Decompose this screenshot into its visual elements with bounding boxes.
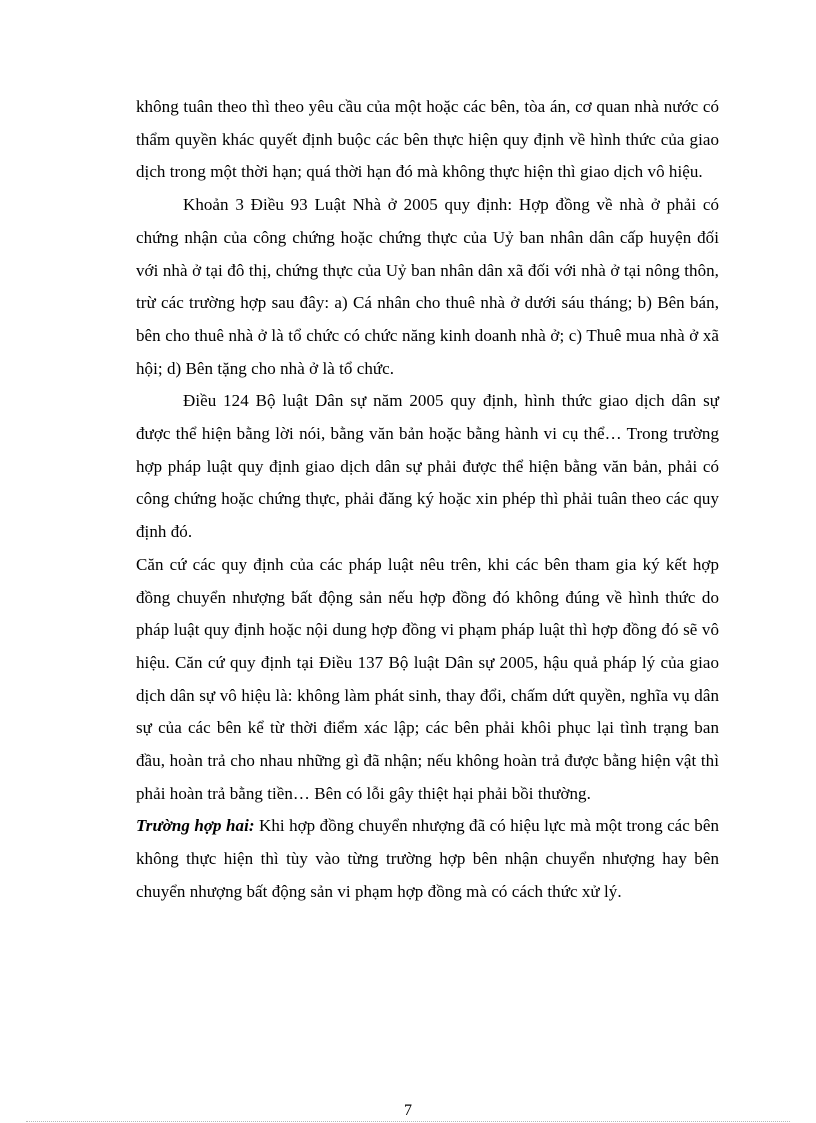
case-two-heading: Trường hợp hai: — [136, 816, 255, 836]
paragraph-legal-consequences — [136, 549, 719, 811]
page-number: 7 — [404, 1102, 412, 1119]
paragraph-text: Khi hợp đồng chuyển nhượng đã có hiệu lực mà một trong các bên không thực hiện thì tùy vào từng trường hợp bên nhận chuyển nhượng hay bên chuyển nhượng bất động sản vi phạm hợp đồng mà có cách thức xử lý. — [136, 816, 719, 901]
paragraph-civil-code-124 — [136, 385, 719, 549]
body-text — [136, 91, 719, 909]
paragraph-text: Khoản 3 Điều 93 Luật Nhà ở 2005 quy định: Hợp đồng về nhà ở phải có chứng nhận của công chứng hoặc chứng thực của Uỷ ban nhân dân cấp huyện đối với nhà ở tại đô thị, chứng thực của Uỷ ban nhân dân xã đối với nhà ở tại nông thôn, trừ các trường hợp sau đây: a) Cá nhân cho thuê nhà ở dưới sáu tháng; b) Bên bán, bên cho thuê nhà ở là tổ chức có chức năng kinh doanh nhà ở; c) Thuê mua nhà ở xã hội; d) Bên tặng cho nhà ở là tổ chức. — [136, 195, 719, 378]
paragraph-text: không tuân theo thì theo yêu cầu của một hoặc các bên, tòa án, cơ quan nhà nước có thẩm quyền khác quyết định buộc các bên thực hiện quy định về hình thức của giao dịch trong một thời hạn; quá thời hạn đó mà không thực hiện thì giao dịch vô hiệu. — [136, 97, 719, 182]
paragraph-case-two — [136, 810, 719, 908]
paragraph-text: Căn cứ các quy định của các pháp luật nêu trên, khi các bên tham gia ký kết hợp đồng chuyển nhượng bất động sản nếu hợp đồng đó không đúng về hình thức do pháp luật quy định hoặc nội dung hợp đồng vi phạm pháp luật thì hợp đồng đó sẽ vô hiệu. Căn cứ quy định tại Điều 137 Bộ luật Dân sự 2005, hậu quả pháp lý của giao dịch dân sự vô hiệu là: không làm phát sinh, thay đổi, chấm dứt quyền, nghĩa vụ dân sự của các bên kể từ thời điểm xác lập; các bên phải khôi phục lại tình trạng ban đầu, hoàn trả cho nhau những gì đã nhận; nếu không hoàn trả được bằng hiện vật thì phải hoàn trả bằng tiền… Bên có lỗi gây thiệt hại phải bồi thường. — [136, 554, 719, 803]
paragraph-form-requirement — [136, 91, 719, 189]
footer-divider — [26, 1121, 790, 1122]
paragraph-text: Điều 124 Bộ luật Dân sự năm 2005 quy định, hình thức giao dịch dân sự được thể hiện bằng lời nói, bằng văn bản hoặc bằng hành vi cụ thể… Trong trường hợp pháp luật quy định giao dịch dân sự phải được thể hiện bằng văn bản, phải có công chứng hoặc chứng thực, phải đăng ký hoặc xin phép thì phải tuân theo các quy định đó. — [136, 391, 719, 542]
paragraph-housing-law — [136, 189, 719, 385]
